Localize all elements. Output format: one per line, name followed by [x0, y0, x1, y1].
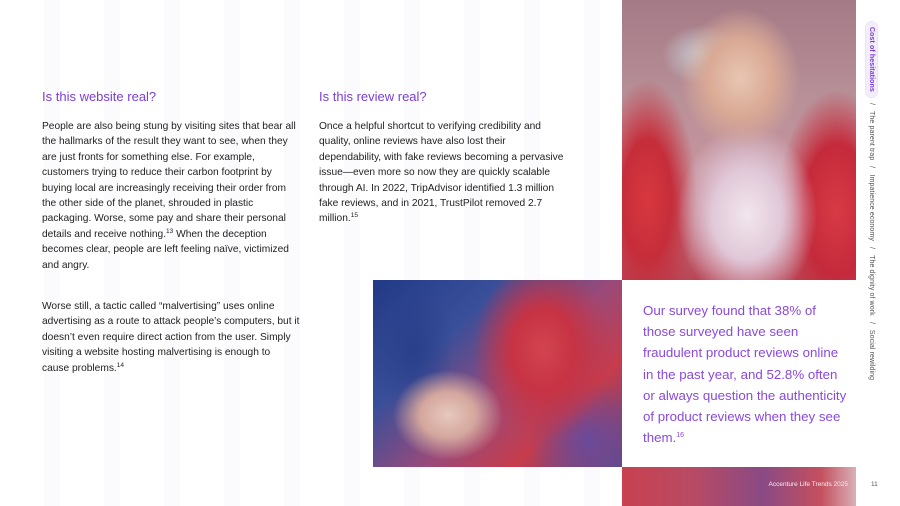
- nav-item-the-dignity-of-work[interactable]: The dignity of work: [868, 255, 875, 316]
- footnote-ref[interactable]: 14: [116, 361, 124, 369]
- survey-callout: [643, 300, 849, 448]
- paragraph-fake-reviews: [319, 119, 565, 227]
- blurred-hand-photo: [373, 280, 622, 467]
- paragraph-website-scams: [42, 119, 300, 273]
- footnote-ref[interactable]: 15: [350, 212, 358, 220]
- sidebar: [856, 0, 900, 506]
- footnote-ref[interactable]: 16: [676, 432, 685, 440]
- blurred-portrait-photo: [622, 0, 856, 280]
- nav-item-impatience-economy[interactable]: Impatience economy: [868, 174, 875, 241]
- nav-separator: /: [868, 102, 875, 105]
- nav-item-social-rewilding[interactable]: Social rewilding: [868, 329, 875, 381]
- section-heading-website: Is this website real?: [42, 89, 157, 104]
- nav-separator: /: [868, 321, 875, 324]
- nav-separator: /: [868, 166, 875, 169]
- footer-photo-strip: [622, 467, 856, 506]
- section-heading-review: Is this review real?: [319, 89, 427, 104]
- nav-item-the-parent-trap[interactable]: The parent trap: [868, 111, 875, 161]
- nav-separator: /: [868, 247, 875, 250]
- paragraph-text: When the deception becomes clear, people are left feeling naïve, victimized and angry.: [42, 228, 289, 271]
- nav-item-cost-of-hesitations[interactable]: Cost of hesitations: [866, 22, 877, 97]
- paragraph-text: Once a helpful shortcut to verifying credibility and quality, online reviews have also lost their dependability, with fake reviews becoming a pervasive issue—even more so now they are quickly scalable through AI. In 2022, TripAdvisor identified 1.3 million fake reviews, and in 2021, TrustPilot removed 2.7 million.: [319, 121, 564, 225]
- paragraph-text: Worse still, a tactic called “malvertising” uses online advertising as a route to attack people’s computers, but it doesn’t even require direct action from the user. Simply visiting a website hosting malvertising is enough to cause problems.: [42, 301, 300, 374]
- page-number: 11: [871, 481, 878, 488]
- callout-text: Our survey found that 38% of those surveyed have seen fraudulent product reviews online in the past year, and 52.8% often or always question the authenticity of product reviews when they see them.: [643, 303, 847, 446]
- paragraph-text: People are also being stung by visiting sites that bear all the hallmarks of the result they want to see, when they are just fronts for something else. For example, customers trying to reduce their carbon footprint by buying local are increasingly receiving their order from the other side of the planet, shrouded in plastic packaging. Worse, some pay and share their personal details and receive nothing.: [42, 121, 296, 240]
- footnote-ref[interactable]: 13: [166, 227, 174, 235]
- paragraph-malvertising: [42, 299, 300, 376]
- chapter-nav: [868, 22, 875, 380]
- footer-label: Accenture Life Trends 2025: [768, 481, 848, 488]
